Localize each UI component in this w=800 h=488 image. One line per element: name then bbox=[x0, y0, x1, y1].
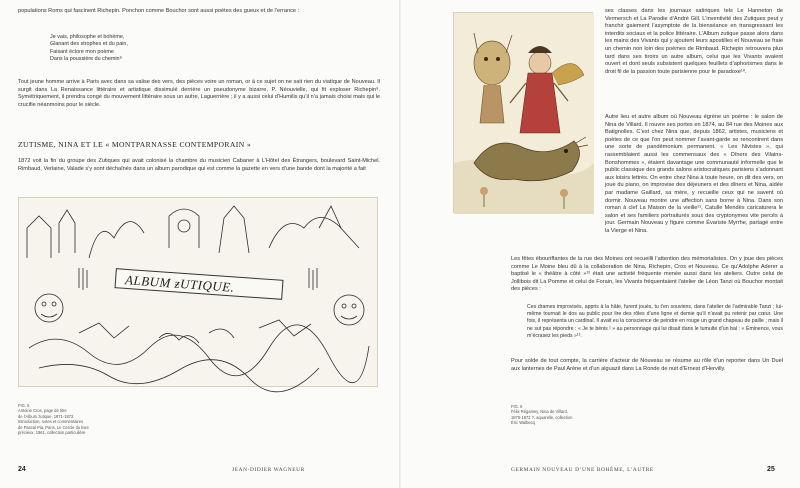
running-head-right: GERMAIN NOUVEAU D’UNE BOHÈME, L’AUTRE bbox=[511, 467, 654, 473]
left-page bbox=[0, 0, 399, 488]
left-body-text bbox=[18, 79, 380, 113]
poem-line: Dans la poussière du chemin⁸ bbox=[50, 56, 122, 63]
body-paragraph: 1872 voit la fin du groupe des Zutiques qui avait colonisé la chambre du musicien Cabaner à L’Hôtel des Étrangers, boulevard Saint-Michel. Rimbaud, Verlaine, Valade s’y sont déchaînés dans un album parodique qui est comme la gazette en vers d’une bande dont la majorité a fait bbox=[18, 158, 380, 172]
body-paragraph: Autre lieu et autre album où Nouveau égrène un poème : le salon de Nina de Villard. Il rouvre ses portes en 1874, au 84 rue des Moines aux Batignolles. C’est chez Nina que, depuis 1862, artistes, musiciens et poètes de ce que l’on peut nommer l’avant-garde se rencontrent dans une sorte de pandémonium permanent. « Les Nivistes », qui rassemblaient aussi les commensaux des « Dîners des Vilains-Bonshommes », étaient davantage une communauté informelle que le public classique des grands salons aristocratiques parisiens s’adonnant aux loisirs lettrés. On entre chez Nina à toute heure, on dit des vers, on joue du piano, on improvise des déjeuners et des dîners et Nina, aidée par madame Gaillard, sa mère, y recueille ceux qui ne savent où dormir. Nouveau montre une affection sans borne à Nina. Dans son roman à clef La Maison de la vieille¹¹, Catulle Mendès caricaturera le salon et ses familiers portraiturés sous des cryptonymes vite percés à jour. Germain Nouveau y figure comme Évariste Myrrhe, partagé entre la Vierge et Nina. bbox=[605, 114, 783, 234]
right-full-width-text bbox=[511, 221, 783, 225]
section-heading: ZUTISME, NINA ET LE « MONTPARNASSE CONTEMPORAIN » bbox=[18, 140, 252, 149]
nina-de-villard-illustration bbox=[453, 12, 593, 213]
left-intro-text bbox=[18, 8, 380, 20]
caption-line: Éric Walbecq bbox=[511, 420, 535, 426]
poem-block bbox=[50, 34, 128, 64]
body-paragraph: Les fêtes ébouriffantes de la rue des Moines ont recueilli l’attention des mémorialistes. On y joue des pièces comme Le Moine bleu dû à la collaboration de Nina, Richepin, Cros et Nouveau. Ce qu’Adolphe Aderer a baptisé le « théâtre à côté »¹² était une activité fréquente menée aussi dans les ateliers. Outre celui de Jollibois dit La Pomme et celui de Forain, les Vivants fréquentaient l’atelier de Léon Tanzi où Bouchor montait des pièces : bbox=[511, 256, 783, 293]
nina-watercolor-drawing bbox=[454, 13, 594, 214]
album-title: ALBUM ƶUTIQUE. bbox=[124, 272, 235, 295]
block-quote: Ces drames improvisés, appris à la hâte, furent joués, tu t’en souviens, dans l’atelier de l’admirable Tanzi ; lui-même tournait le dos au public pour lire des rôles d’une ligne et demie qu’il n’avait pu retenir par cœur. Une fois, il représenta un cardinal. Il avait eu la conscience de peindre en rouge un grand chapeau de paille ; mais il ne sut pas répondre : « Je te bénis ! » au personnage qui lui disait dans le tumulte d’un bal : « Éminence, vous m’écrasez les pieds »¹³. bbox=[527, 304, 783, 339]
page-number-right: 25 bbox=[767, 466, 775, 473]
right-closing-text bbox=[511, 358, 783, 377]
caption-line: 1870-1872 ?, aquarelle, collection bbox=[511, 414, 573, 420]
right-page bbox=[401, 0, 800, 488]
poem-line: Faisant éclore mon poème bbox=[50, 48, 114, 55]
body-paragraph: Tout jeune homme arrive à Paris avec dans sa valise des vers, des pièces voire un roman, or à ce sujet on ne sait rien du viatique de Nouveau. Il surgit dans La Renaissance littéraire et artistique dissimulé derrière un pseudonyme bizarre, P. Néouvielle, qui fit exploser Richepin⁹. Symétriquement, il prendra congé du mouvement littéraire sous un autre, Laguerrière ; il y a aussi celui d’Humilis qu’il n’a jamais choisi mais qui le crucifie néanmoins pour le siècle. bbox=[18, 79, 380, 108]
page-number-left: 24 bbox=[18, 466, 26, 473]
intro-paragraph: populations Roms qui fascinent Richepin. Ponchon comme Bouchor sont aussi poètes des gueux et de l’errance : bbox=[18, 8, 300, 14]
caption-line: Introduction, notes et commentaires bbox=[18, 419, 84, 425]
body-paragraph: Pour solde de tout compte, la carrière d’acteur de Nouveau se résume au rôle d’un reporter dans Un Duel aux lanternes de Paul Arène et d’un alguazil dans La Ronde de nuit d’Ernest d’Hervilly. bbox=[511, 358, 783, 372]
caption-line: FIG. 5 bbox=[18, 403, 30, 408]
right-column-text bbox=[605, 8, 783, 80]
caption-line: Antoine Cros, page de titre bbox=[18, 408, 67, 414]
figure-5-caption bbox=[18, 403, 89, 435]
left-body-text-2 bbox=[18, 158, 380, 173]
caption-line: de Pascal Pia, Paris, Le Cercle du livre bbox=[18, 424, 89, 430]
caption-line: Félix Régamey, Nina de Villard, bbox=[511, 409, 568, 415]
poem-line: Je vais, philosophe et bohème, bbox=[50, 34, 125, 40]
body-paragraph: ses classes dans les journaux satiriques tels Le Hanneton de Vermersch et La Parodie d’André Gill. L’inventivité des Zutiques peut y franchir gaiement l’asymptote de la bienséance en transgressant les interdits sociaux et la police littéraire. L’Album zutique passe alors dans les mains des Vivants qui y ajoutent leurs apostilles et Nouveau se fraie un chemin non loin des poèmes de Rimbaud. Richepin retrouvera plus tard dans ses tiroirs un autre album, celui que les Vivants avaient ouvert et dont seuls subsistent quelques feuillets d’aphorismes dans le droit fil de la passion toute parisienne pour le paradoxe¹⁰. bbox=[605, 8, 783, 75]
album-zutique-illustration bbox=[18, 197, 378, 387]
figure-6-caption bbox=[511, 404, 572, 426]
caption-line: précieux, 1961, collection particulière bbox=[18, 430, 86, 436]
running-head-left: JEAN-DIDIER WAGNEUR bbox=[232, 467, 305, 473]
right-full-width-text-2 bbox=[511, 256, 783, 298]
caption-line: FIG. 6 bbox=[511, 404, 523, 409]
right-column-text-2 bbox=[605, 114, 783, 234]
caption-line: de l’Album zutique, 1871-1872. bbox=[18, 413, 75, 419]
poem-line: Glanant des strophes et du pain, bbox=[50, 41, 128, 48]
